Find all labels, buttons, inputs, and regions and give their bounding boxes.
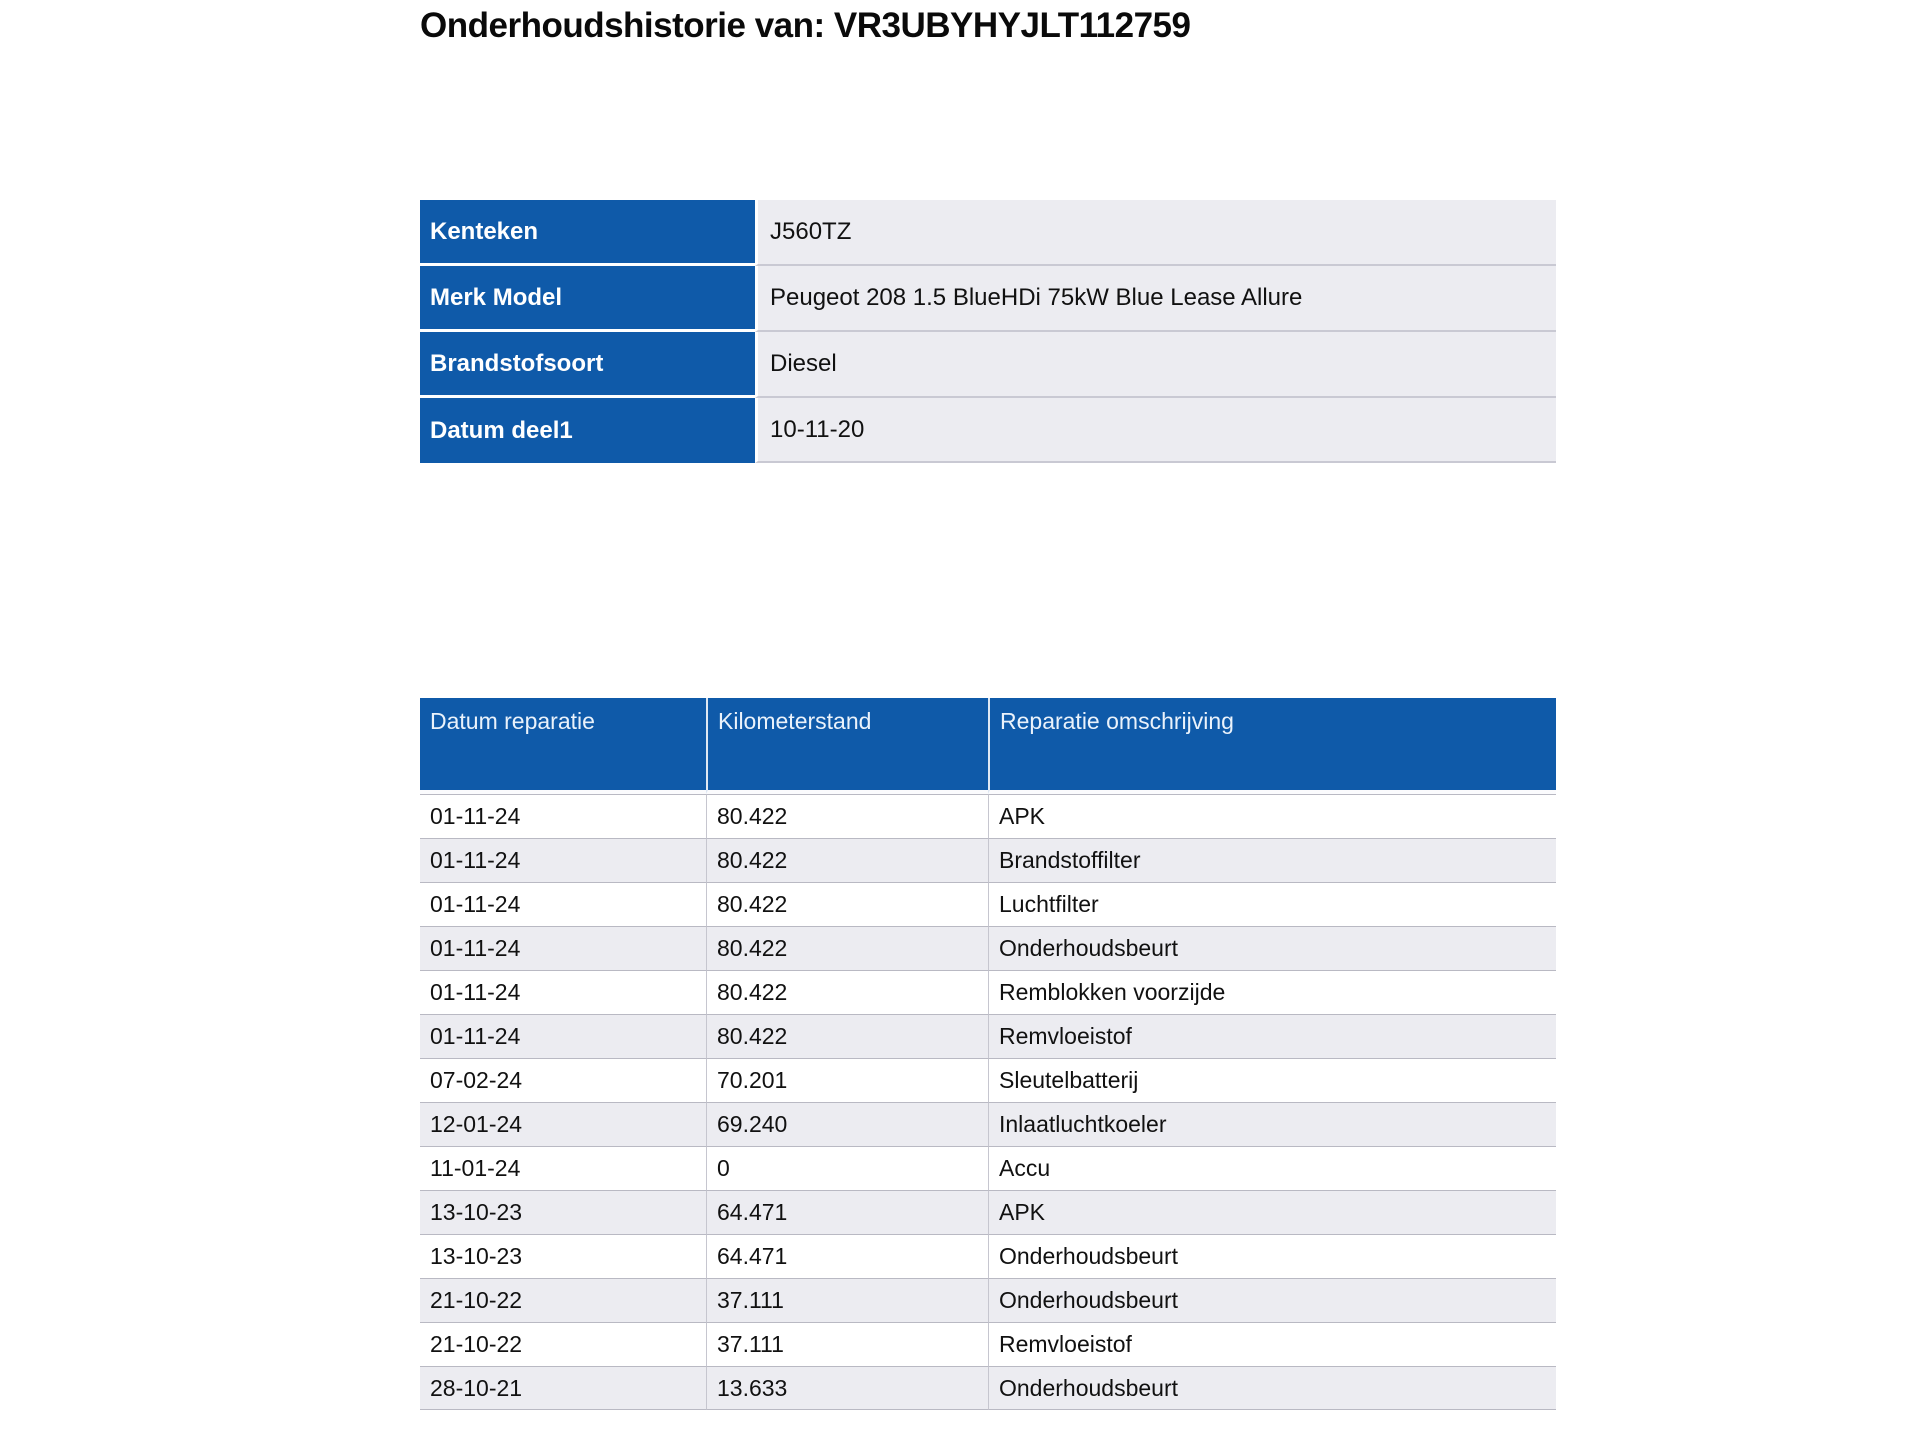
vehicle-info-row xyxy=(420,266,1556,332)
maintenance-cell-description: Remvloeistof xyxy=(988,1322,1556,1366)
table-row xyxy=(420,794,1556,838)
maintenance-cell-odometer: 80.422 xyxy=(706,794,988,838)
maintenance-cell-description: Onderhoudsbeurt xyxy=(988,1234,1556,1278)
vehicle-info-row xyxy=(420,200,1556,266)
maintenance-cell-description: Sleutelbatterij xyxy=(988,1058,1556,1102)
vehicle-info-label: Merk Model xyxy=(420,266,755,332)
maintenance-cell-odometer: 70.201 xyxy=(706,1058,988,1102)
table-row xyxy=(420,1146,1556,1190)
vehicle-info-value: 10-11-20 xyxy=(755,398,1556,463)
maintenance-column-header-odometer: Kilometerstand xyxy=(706,698,988,794)
vehicle-info-table xyxy=(420,200,1556,463)
vehicle-info-value: Peugeot 208 1.5 BlueHDi 75kW Blue Lease Allure xyxy=(755,266,1556,332)
table-row xyxy=(420,882,1556,926)
maintenance-cell-odometer: 37.111 xyxy=(706,1322,988,1366)
maintenance-cell-odometer: 37.111 xyxy=(706,1278,988,1322)
maintenance-cell-odometer: 80.422 xyxy=(706,838,988,882)
page-title: Onderhoudshistorie van: VR3UBYHYJLT112759 xyxy=(420,6,1191,45)
maintenance-cell-odometer: 64.471 xyxy=(706,1190,988,1234)
maintenance-cell-description: APK xyxy=(988,794,1556,838)
maintenance-cell-description: Onderhoudsbeurt xyxy=(988,1366,1556,1410)
maintenance-cell-date: 21-10-22 xyxy=(420,1278,706,1322)
maintenance-cell-odometer: 80.422 xyxy=(706,926,988,970)
maintenance-cell-odometer: 0 xyxy=(706,1146,988,1190)
maintenance-cell-description: Accu xyxy=(988,1146,1556,1190)
maintenance-cell-date: 01-11-24 xyxy=(420,794,706,838)
maintenance-cell-date: 01-11-24 xyxy=(420,970,706,1014)
maintenance-cell-date: 01-11-24 xyxy=(420,882,706,926)
maintenance-cell-date: 01-11-24 xyxy=(420,926,706,970)
maintenance-cell-date: 01-11-24 xyxy=(420,838,706,882)
maintenance-cell-description: Brandstoffilter xyxy=(988,838,1556,882)
maintenance-cell-date: 12-01-24 xyxy=(420,1102,706,1146)
maintenance-cell-odometer: 80.422 xyxy=(706,1014,988,1058)
table-row xyxy=(420,970,1556,1014)
table-row xyxy=(420,926,1556,970)
maintenance-cell-date: 07-02-24 xyxy=(420,1058,706,1102)
maintenance-cell-date: 13-10-23 xyxy=(420,1234,706,1278)
table-row xyxy=(420,1014,1556,1058)
maintenance-table-header xyxy=(420,698,1556,794)
table-row xyxy=(420,1322,1556,1366)
table-row xyxy=(420,838,1556,882)
maintenance-cell-description: APK xyxy=(988,1190,1556,1234)
vehicle-info-value: J560TZ xyxy=(755,200,1556,266)
maintenance-cell-description: Onderhoudsbeurt xyxy=(988,1278,1556,1322)
vehicle-info-row xyxy=(420,398,1556,463)
maintenance-cell-description: Luchtfilter xyxy=(988,882,1556,926)
vehicle-info-label: Datum deel1 xyxy=(420,398,755,463)
maintenance-cell-odometer: 13.633 xyxy=(706,1366,988,1410)
table-row xyxy=(420,1102,1556,1146)
maintenance-cell-odometer: 64.471 xyxy=(706,1234,988,1278)
maintenance-column-header-description: Reparatie omschrijving xyxy=(988,698,1556,794)
maintenance-cell-date: 28-10-21 xyxy=(420,1366,706,1410)
maintenance-column-header-date: Datum reparatie xyxy=(420,698,706,794)
table-row xyxy=(420,1366,1556,1410)
maintenance-cell-date: 21-10-22 xyxy=(420,1322,706,1366)
maintenance-cell-description: Remvloeistof xyxy=(988,1014,1556,1058)
maintenance-table-body xyxy=(420,794,1556,1410)
vehicle-info-label: Brandstofsoort xyxy=(420,332,755,398)
table-row xyxy=(420,1234,1556,1278)
maintenance-cell-date: 11-01-24 xyxy=(420,1146,706,1190)
table-row xyxy=(420,1058,1556,1102)
vehicle-info-row xyxy=(420,332,1556,398)
maintenance-cell-description: Onderhoudsbeurt xyxy=(988,926,1556,970)
maintenance-cell-odometer: 69.240 xyxy=(706,1102,988,1146)
vehicle-info-label: Kenteken xyxy=(420,200,755,266)
vehicle-info-body xyxy=(420,200,1556,463)
maintenance-cell-description: Remblokken voorzijde xyxy=(988,970,1556,1014)
maintenance-cell-description: Inlaatluchtkoeler xyxy=(988,1102,1556,1146)
table-row xyxy=(420,1278,1556,1322)
maintenance-cell-odometer: 80.422 xyxy=(706,882,988,926)
maintenance-cell-date: 01-11-24 xyxy=(420,1014,706,1058)
table-row xyxy=(420,1190,1556,1234)
maintenance-cell-odometer: 80.422 xyxy=(706,970,988,1014)
maintenance-header-row xyxy=(420,698,1556,794)
vehicle-info-value: Diesel xyxy=(755,332,1556,398)
maintenance-cell-date: 13-10-23 xyxy=(420,1190,706,1234)
maintenance-table xyxy=(420,698,1556,1410)
